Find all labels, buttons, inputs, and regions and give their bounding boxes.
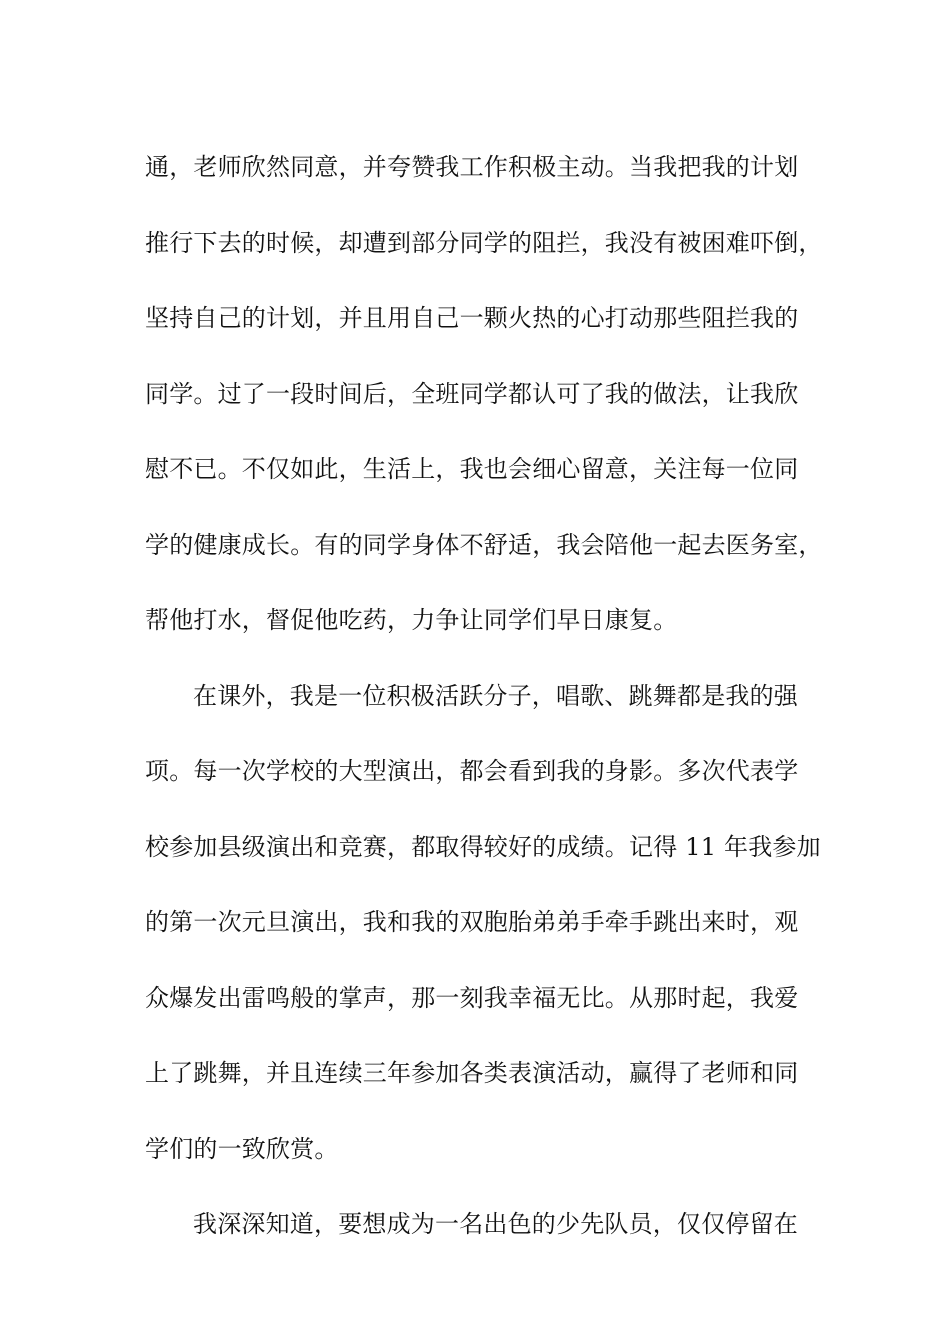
text-line: 的第一次元旦演出，我和我的双胞胎弟弟手牵手跳出来时，观 — [145, 908, 799, 936]
text-line: 推行下去的时候，却遭到部分同学的阻拦，我没有被困难吓倒， — [145, 228, 823, 257]
paragraph-first-line: 在课外，我是一位积极活跃分子，唱歌、跳舞都是我的强 — [193, 681, 798, 710]
text-line: 学的健康成长。有的同学身体不舒适，我会陪他一起去医务室， — [145, 530, 823, 559]
text-line: 同学。过了一段时间后，全班同学都认可了我的做法，让我欣 — [145, 379, 799, 408]
text-line: 校参加县级演出和竞赛，都取得较好的成绩。记得 11 年我参加 — [145, 832, 821, 861]
text-line: 坚持自己的计划，并且用自己一颗火热的心打动那些阻拦我的 — [145, 304, 799, 332]
text-line: 帮他打水，督促他吃药，力争让同学们早日康复。 — [145, 606, 678, 634]
text-line: 通，老师欣然同意，并夸赞我工作积极主动。当我把我的计划 — [145, 153, 799, 181]
body-text — [145, 130, 823, 1263]
text-line: 学们的一致欣赏。 — [145, 1134, 339, 1163]
text-line: 上了跳舞，并且连续三年参加各类表演活动，赢得了老师和同 — [145, 1059, 799, 1087]
paragraph-first-line: 我深深知道，要想成为一名出色的少先队员，仅仅停留在 — [193, 1210, 798, 1238]
text-line: 项。每一次学校的大型演出，都会看到我的身影。多次代表学 — [145, 757, 799, 785]
text-line: 众爆发出雷鸣般的掌声，那一刻我幸福无比。从那时起，我爱 — [145, 983, 799, 1012]
text-line: 慰不已。不仅如此，生活上，我也会细心留意，关注每一位同 — [145, 455, 799, 483]
